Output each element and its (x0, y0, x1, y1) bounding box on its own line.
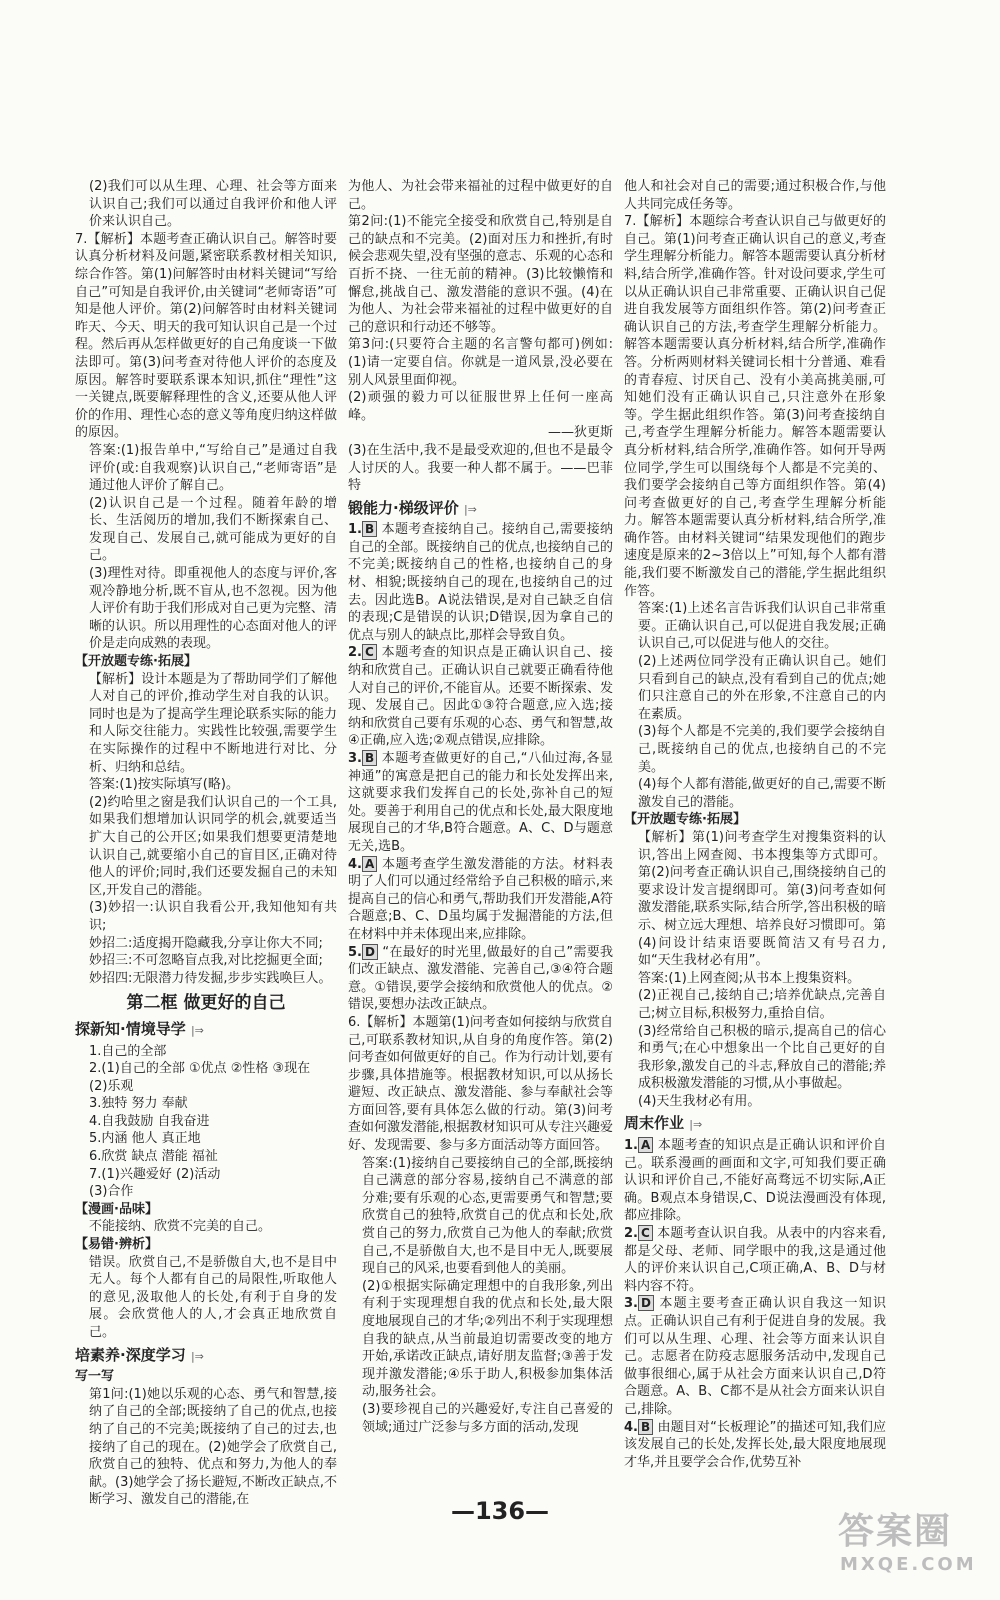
answer-box: D (638, 1295, 654, 1311)
text-line: (3)在生活中,我不是最受欢迎的,但也不是最令人讨厌的人。我要一种人都不属于。——巴菲特 (348, 442, 613, 494)
text-line: 第2问:(1)不能完全接受和欣赏自己,特别是自己的缺点和不完美。(2)面对压力和挫折,有时候会悲观失望,没有坚强的意志、乐观的心态和百折不挠、一往无前的精神。(3)比较懒惰和懈怠,挑战自己、激发潜能的意识不强。(4)在为他人、为社会带来福祉的过程中做更好的自己的意识和行动还不够等。 (348, 214, 613, 335)
text-line: (2)上述两位同学没有正确认识自己。她们只看到自己的缺点,没有看到自己的优点;她们只注意自己的外在形象,不注意自己的内在素质。 (638, 654, 886, 722)
text-line: 7.【解析】本题考查正确认识自己。解答时要认真分析材料及问题,紧密联系教材相关知识,综合作答。第(1)问解答时由材料关键词“写给自己”可知是自我评价,由关键词“老师寄语”可知是他人评价。第(2)问解答时由材料关键词昨天、今天、明天的我可知认识自己是一个过程。然后再从怎样做更好的自己角度谈一下做法即可。第(3)问考查对待他人评价的态度及原因。解答时要联系课本知识,抓住“理性”这一关键点,既要解释理性的含义,还要从他人评价的作用、理性心态的意义等角度归纳这样做的原因。 (75, 231, 337, 441)
answer-box: C (638, 1225, 653, 1241)
arrow-icon: |⇒ (463, 502, 477, 516)
question-6-answer: (3)要珍视自己的兴趣爱好,专注自己喜爱的领域;通过广泛参与多方面的活动,发现 (362, 1401, 613, 1435)
item-number: 1. (348, 522, 362, 538)
question-item (624, 1419, 886, 1472)
item-number: 4. (624, 1419, 638, 1435)
text-line: (3)经常给自己积极的暗示,提高自己的信心和勇气;在心中想象出一个比自己更好的自我形象,激发自己的斗志,释放自己的潜能;养成积极激发潜能的习惯,从小事做起。 (638, 1023, 886, 1092)
answer-box: A (638, 1137, 653, 1153)
column-right (624, 178, 886, 1548)
mistake-answer: 错误。欣赏自己,不是骄傲自大,也不是目中无人。每个人都有自己的局限性,听取他人的意见,汲取他人的长处,有利于自身的发展。会欣赏他人的人,才会真正地欣赏自己。 (89, 1254, 337, 1340)
answer-box: C (362, 644, 377, 660)
open-question-label: 【开放题专练·拓展】 (75, 654, 197, 670)
item-number: 3. (348, 751, 362, 766)
section-heading (75, 1021, 337, 1040)
text-line: 答案:(1)上网查阅;从书本上搜集资料。 (638, 970, 861, 986)
text-line: (2)我们可以从生理、心理、社会等方面来认识自己;我们可以通过自我评价和他人评价来认识自己。 (89, 179, 337, 230)
arrow-icon: |⇒ (190, 1349, 204, 1363)
question-item (624, 1225, 886, 1295)
text-line: 他人和社会对自己的需要;通过积极合作,与他人共同完成任务等。 (624, 179, 886, 212)
answer-line: (2)乐观 (89, 1078, 134, 1094)
mistake-label: 【易错·辨析】 (75, 1237, 158, 1253)
question-item (348, 750, 613, 856)
answer-box: D (362, 944, 378, 960)
question-item (348, 521, 613, 644)
column-middle (348, 178, 613, 1548)
section-heading-text: 锻能力·梯级评价 (348, 498, 459, 517)
text-line: (2)认识自己是一个过程。随着年龄的增长、生活阅历的增加,我们不断探索自己、发现自己、发展自己,就可能成为更好的自己。 (89, 495, 337, 564)
watermark-line-1: 答案圈 (838, 1511, 953, 1552)
answer-line: 7.(1)兴趣爱好 (2)活动 (89, 1166, 221, 1182)
answer-box: B (362, 750, 377, 766)
item-text: 本题考查的知识点是正确认识和评价自己。联系漫画的画面和文字,可知我们要正确认识和评价自己,不能好高骛远不切实际,A正确。B观点本身错误,C、D说法漫画没有体现,都应排除。 (624, 1138, 886, 1224)
text-line: (3)每个人都是不完美的,我们要学会接纳自己,既接纳自己的优点,也接纳自己的不完美。 (638, 724, 886, 775)
item-text: “在最好的时光里,做最好的自己”需要我们改正缺点、激发潜能、完善自己,③④符合题意。①错误,要学会接纳和欣赏他人的优点。②错误,要想办法改正缺点。 (348, 944, 613, 1013)
question-item (624, 1295, 886, 1418)
text-line: (3)妙招一:认识自我看公开,我知他知有共识; (89, 900, 337, 933)
open-question-label: 【开放题专练·拓展】 (624, 812, 746, 828)
text-line: 妙招三:不可忽略盲点我,对比挖掘更全面; (89, 953, 323, 969)
answer-box: B (638, 1419, 653, 1435)
question-item (348, 644, 613, 750)
item-number: 4. (348, 856, 362, 872)
item-text: 本题考查做更好的自己,“八仙过海,各显神通”的寓意是把自己的能力和长处发挥出来,这就要求我们发挥自己的长处,弥补自己的短处。要善于利用自己的优点和长处,最大限度地展现自己的才华,B符合题意。A、C、D与题意无关,选B。 (348, 751, 613, 854)
text-line: 【解析】第(1)问考查学生对搜集资料的认识,答出上网查阅、书本搜集等方式即可。第(2)问考查正确认识自己,围绕接纳自己的要求设计发言提纲即可。第(3)问考查如何激发潜能,联系实际,结合所学,答出积极的暗示、树立远大理想、培养良好习惯即可。第(4)问设计结束语要既简洁又有号召力,如“天生我材必有用”。 (638, 829, 886, 969)
item-text: 本题考查的知识点是正确认识自己、接纳和欣赏自己。正确认识自己就要正确看待他人对自己的评价,不能盲从。还要不断探索、发现、发展自己。因此①③符合题意,应入选;接纳和欣赏自己要有乐观的心态、勇气和智慧,故④正确,应入选;②观点错误,应排除。 (348, 645, 613, 749)
text-line: (4)天生我材必有用。 (638, 1093, 761, 1109)
answer-line: 2.(1)自己的全部 ①优点 ②性格 ③现在 (89, 1061, 311, 1077)
section-heading-text: 探新知·情境导学 (75, 1019, 186, 1038)
answer-box: A (362, 856, 377, 872)
arrow-icon: |⇒ (689, 1118, 703, 1132)
item-number: 2. (348, 645, 362, 661)
page-number: —136— (450, 1497, 550, 1525)
text-line: 答案:(1)按实际填写(略)。 (89, 777, 239, 793)
arrow-icon: |⇒ (190, 1023, 204, 1037)
text-line: 【解析】设计本题是为了帮助同学们了解他人对自己的评价,推动学生对自我的认识。同时也是为了提高学生理论联系实际的能力和人际交往能力。实践性比较强,需要学生在实际操作的过程中不断地进行对比、分析、归纳和总结。 (89, 671, 337, 775)
watermark-logo (838, 1512, 978, 1578)
item-number: 2. (624, 1226, 638, 1242)
item-number: 5. (348, 944, 362, 960)
question-6-answer: (2)①根据实际确定理想中的自我形象,列出有利于实现理想自我的优点和长处,最大限度地展现自己的才华;②列出不利于实现理想自我的缺点,从当前最迫切需要改变的地方开始,承诺改正缺点,请好朋友监督;③善于发现并激发潜能;④乐于助人,积极参加集体活动,服务社会。 (362, 1278, 613, 1400)
comic-label: 【漫画·品味】 (75, 1201, 158, 1217)
question-item (348, 944, 613, 1014)
watermark-line-2: MXQE.COM (840, 1554, 977, 1575)
text-line: 妙招四:无限潜力待发掘,步步实践唤巨人。 (89, 970, 332, 986)
section-heading (624, 1115, 886, 1134)
text-line: 答案:(1)上述名言告诉我们认识自己非常重要。正确认识自己,可以促进自我发展;正确认识自己,可以促进与他人的交往。 (638, 601, 886, 652)
answer-line: 5.内涵 他人 真正地 (89, 1131, 201, 1147)
question-item (624, 1137, 886, 1225)
column-left (75, 178, 337, 1548)
item-text: 本题考查接纳自己。接纳自己,需要接纳自己的全部。既接纳自己的优点,也接纳自己的不完美;既接纳自己的性格,也接纳自己的身材、相貌;既接纳自己的现在,也接纳自己的过去。因此选B。A说法错误,是对自己缺乏自信的表现;C是错误的认识;D错误,因为拿自己的优点与别人的缺点比,那样会导致自负。 (348, 522, 613, 643)
text-line: 第3问:(只要符合主题的名言警句都可)例如:(1)请一定要自信。你就是一道风景,没必要在别人风景里面仰视。 (348, 337, 613, 388)
quote-source: ——狄更斯 (547, 425, 613, 441)
section-heading (348, 500, 613, 519)
text-line: (4)每个人都有潜能,做更好的自己,需要不断激发自己的潜能。 (638, 777, 886, 810)
write-answer: 第1问:(1)她以乐观的心态、勇气和智慧,接纳了自己的全部;既接纳了自己的优点,也接纳了自己的不完美;既接纳了自己的过去,也接纳了自己的现在。(2)她学会了欣赏自己,欣赏自己的独特、优点和努力,为他人的奉献。(3)她学会了扬长避短,不断改正缺点,不断学习、激发自己的潜能,在 (89, 1386, 337, 1508)
section-heading-text: 培素养·深度学习 (75, 1345, 186, 1364)
write-label: 写一写 (75, 1369, 115, 1385)
item-number: 3. (624, 1296, 638, 1312)
answer-box: B (362, 521, 377, 537)
item-text: 本题考查认识自我。从表中的内容来看,都是父母、老师、同学眼中的我,这是通过他人的评价来认识自己,C项正确,A、B、D与材料内容不符。 (624, 1226, 886, 1294)
answer-line: 1.自己的全部 (89, 1043, 167, 1059)
item-text: 本题考查学生激发潜能的方法。材料表明了人们可以通过经常给予自己积极的暗示,来提高自己的信心和勇气,帮助我们开发潜能,A符合题意;B、C、D虽均属于发掘潜能的方法,但在材料中并未体现出来,应排除。 (348, 856, 613, 942)
answer-line: 4.自我鼓励 自我奋进 (89, 1113, 210, 1129)
text-line: 答案:(1)报告单中,“写给自己”是通过自我评价(或:自我观察)认识自己,“老师寄语”是通过他人评价了解自己。 (89, 442, 337, 494)
item-text: 由题目对“长板理论”的描述可知,我们应该发展自己的长处,发挥长处,最大限度地展现才华,并且要学会合作,优势互补 (624, 1419, 886, 1470)
text-line: 7.【解析】本题综合考查认识自己与做更好的自己。第(1)问考查正确认识自己的意义,考查学生理解分析能力。解答本题需要认真分析材料,结合所学,准确作答。针对设问要求,学生可以从正确认识自己非常重要、正确认识自己促进自我发展等方面组织作答。第(2)问考查正确认识自己的方法,考查学生理解分析能力。解答本题需要认真分析材料,结合所学,准确作答。分析两则材料关键词长相十分普通、难看的青春痘、讨厌自己、没有小美高挑美丽,可知她们没有正确认识自己,只注意外在形象等。学生据此组织作答。第(3)问考查接纳自己,考查学生理解分析能力。解答本题需要认真分析材料,结合所学,准确作答。如何开导两位同学,学生可以围绕每个人都是不完美的、我们要学会接纳自己等方面组织作答。第(4)问考查做更好的自己,考查学生理解分析能力。解答本题需要认真分析材料,结合所学,准确作答。由材料关键词“结果发现他们的跑步速度是原来的2~3倍以上”可知,每个人都有潜能,我们要不断激发自己的潜能,学生据此组织作答。 (624, 214, 886, 599)
text-line: (2)顽强的毅力可以征服世界上任何一座高峰。 (348, 390, 613, 423)
text-line: (3)理性对待。即重视他人的态度与评价,客观冷静地分析,既不盲从,也不忽视。因为他人评价有助于我们形成对自己更为完整、清晰的认识。所以用理性的心态面对他人的评价是走向成熟的表现。 (89, 566, 337, 652)
question-6: 6.【解析】本题第(1)问考查如何接纳与欣赏自己,可联系教材知识,从自身的角度作答。第(2)问考查如何做更好的自己。作为行动计划,要有步骤,具体措施等。根据教材知识,可以从扬长避短、改正缺点、激发潜能、参与奉献社会等方面回答,要有具体怎么做的行动。第(3)问考查如何激发潜能,根据教材知识可从专注兴趣爱好、发现需要、参与多方面活动等方面回答。 (348, 1014, 613, 1154)
question-item (348, 856, 613, 944)
question-6-answer: 答案:(1)接纳自己要接纳自己的全部,既接纳自己满意的部分容易,接纳自己不满意的部分难;要有乐观的心态,更需要勇气和智慧;要欣赏自己的独特,欣赏自己的优点和长处,欣赏自己的努力,欣赏自己为他人的奉献;欣赏自己,不是骄傲自大,也不是目中无人,既要展现自己的风采,也要看到他人的美丽。 (362, 1155, 613, 1277)
comic-answer: 不能接纳、欣赏不完美的自己。 (89, 1219, 272, 1235)
text-line: (2)正视自己,接纳自己;培养优缺点,完善自己;树立目标,积极努力,重拾自信。 (638, 988, 886, 1021)
answer-line: (3)合作 (89, 1184, 134, 1200)
text-line: 为他人、为社会带来福祉的过程中做更好的自己。 (348, 179, 613, 212)
answer-line: 3.独特 努力 奉献 (89, 1096, 188, 1112)
answer-line: 6.欣赏 缺点 潜能 福祉 (89, 1149, 218, 1165)
item-number: 1. (624, 1138, 638, 1154)
text-line: 妙招二:适度揭开隐藏我,分享让你大不同; (89, 935, 323, 951)
item-text: 本题主要考查正确认识自我这一知识点。正确认识自己有利于促进自身的发展。我们可以从生理、心理、社会等方面来认识自己。志愿者在防疫志愿服务活动中,发现自己做事很细心,属于从社会方面来认识自己,D符合题意。A、B、C都不是从社会方面来认识自己,排除。 (624, 1296, 886, 1417)
text-line: (2)约哈里之窗是我们认识自己的一个工具,如果我们想增加认识同学的机会,就要适当扩大自己的公开区;如果我们想要更清楚地认识自己,就要缩小自己的盲目区,正确对待他人的评价;同时,我们还要发掘自己的未知区,开发自己的潜能。 (89, 794, 337, 898)
section-heading-text: 周末作业 (624, 1114, 685, 1133)
lesson-title: 第二框 做更好的自己 (126, 993, 286, 1014)
section-heading (75, 1347, 337, 1366)
